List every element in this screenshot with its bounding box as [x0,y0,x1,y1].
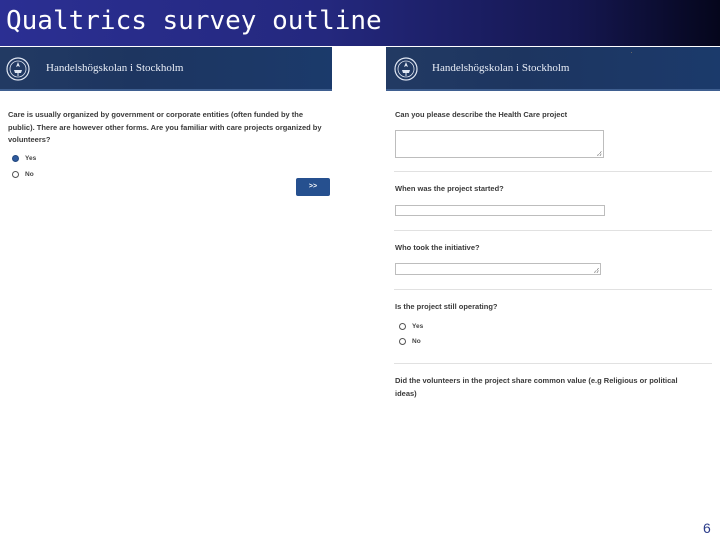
survey-page-right [386,47,720,407]
resize-handle-icon[interactable] [594,268,599,273]
radio-button[interactable] [12,171,19,178]
initiative-textarea[interactable] [395,263,601,275]
university-seal-icon [6,57,30,81]
radio-option-no[interactable] [399,338,421,345]
radio-option-yes[interactable] [399,323,423,330]
radio-option-no[interactable] [12,171,34,178]
question-shared-values: Did the volunteers in the project share common value (e.g Religious or political ideas) [395,376,678,398]
question-divider [394,363,712,364]
question-still-operating: Is the project still operating? [395,302,498,311]
next-page-button[interactable]: >> [296,178,330,196]
question-divider [394,230,712,231]
question-familiar-volunteers: Care is usually organized by government or corporate entities (often funded by the public). There are however other forms. Are you familiar with care projects organized by volunteers? [8,110,322,144]
project-started-input[interactable] [395,205,605,216]
radio-label-no: No [412,338,421,345]
radio-button-selected[interactable] [12,155,19,162]
describe-project-textarea[interactable] [395,130,604,158]
question-initiative: Who took the initiative? [395,243,480,252]
survey-header [386,47,720,91]
question-describe-project: Can you please describe the Health Care project [395,110,568,119]
radio-option-yes[interactable] [12,155,36,162]
university-seal-icon [394,57,418,81]
resize-handle-icon[interactable] [597,151,602,156]
question-project-started: When was the project started? [395,184,504,193]
question-divider [394,171,712,172]
slide-title: Qualtrics survey outline [6,6,382,36]
survey-page-left [0,47,332,247]
stray-dot [631,52,632,53]
university-name: Handelshögskolan i Stockholm [432,62,570,74]
radio-button[interactable] [399,338,406,345]
radio-button[interactable] [399,323,406,330]
university-name: Handelshögskolan i Stockholm [46,62,184,74]
question-divider [394,289,712,290]
radio-label-no: No [25,171,34,178]
survey-header [0,47,332,91]
page-number: 6 [703,520,711,536]
radio-label-yes: Yes [412,323,424,330]
radio-label-yes: Yes [25,155,37,162]
slide-title-bar [0,0,720,46]
